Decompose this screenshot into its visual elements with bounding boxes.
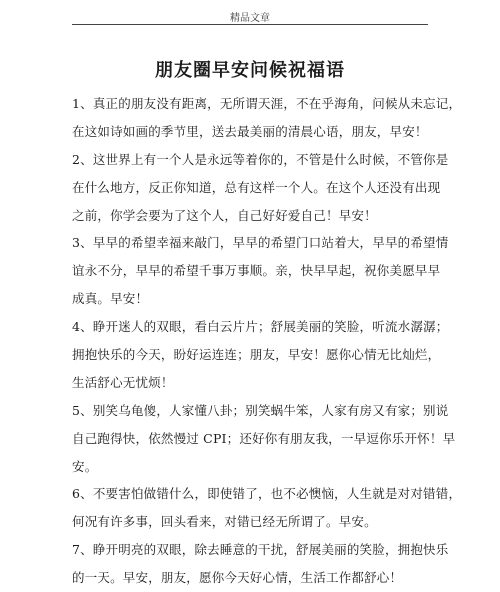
- article-title: 朋友圈早安问候祝福语: [155, 60, 345, 81]
- text-line: 在什么地方，反正你知道，总有这样一个人。在这个人还没有出现: [72, 179, 441, 195]
- text-line: 在这如诗如画的季节里，送去最美丽的清晨心语，朋友，早安！: [72, 123, 428, 139]
- header-divider: [72, 24, 428, 25]
- text-line: 生活舒心无忧烦！: [72, 374, 174, 390]
- text-line: 谊永不分，早早的希望千事万事顺。亲，快早早起，祝你美愿早早: [72, 263, 441, 279]
- text-line: 成真。早安！: [72, 291, 149, 307]
- text-line: 5、别笑乌龟傻，人家懂八卦；别笑蜗牛笨，人家有房又有家；别说: [72, 402, 449, 418]
- text-line: 何况有许多事，回头看来，对错已经无所谓了。早安。: [72, 514, 377, 530]
- text-line: 3、早早的希望幸福来敲门，早早的希望门口站着大，早早的希望情: [72, 235, 449, 251]
- text-line: 7、睁开明亮的双眼，除去睡意的干扰，舒展美丽的笑脸，拥抱快乐: [72, 542, 449, 558]
- text-line: 4、睁开迷人的双眼，看白云片片；舒展美丽的笑脸，听流水潺潺；: [72, 319, 449, 335]
- text-line: 安。: [72, 458, 98, 474]
- text-line: 拥抱快乐的今天，盼好运连连；朋友，早安！愿你心情无比灿烂，: [72, 347, 441, 363]
- text-line: 自己跑得快，依然慢过 CPI；还好你有朋友我，一早逗你乐开怀！早: [72, 430, 456, 446]
- text-line: 1、真正的朋友没有距离，无所谓天涯，不在乎海角，问候从未忘记，: [72, 96, 462, 111]
- text-line: 2、这世界上有一个人是永远等着你的，不管是什么时候，不管你是: [72, 151, 449, 167]
- header-label: 精品文章: [230, 13, 270, 24]
- text-line: 之前，你学会要为了这个人，自己好好爱自己！早安！: [72, 207, 377, 223]
- text-line: 的一天。早安，朋友，愿你今天好心情，生活工作都舒心！: [72, 570, 403, 586]
- article-body: [72, 90, 462, 592]
- text-line: 6、不要害怕做错什么，即使错了，也不必懊恼，人生就是对对错错，: [72, 486, 462, 502]
